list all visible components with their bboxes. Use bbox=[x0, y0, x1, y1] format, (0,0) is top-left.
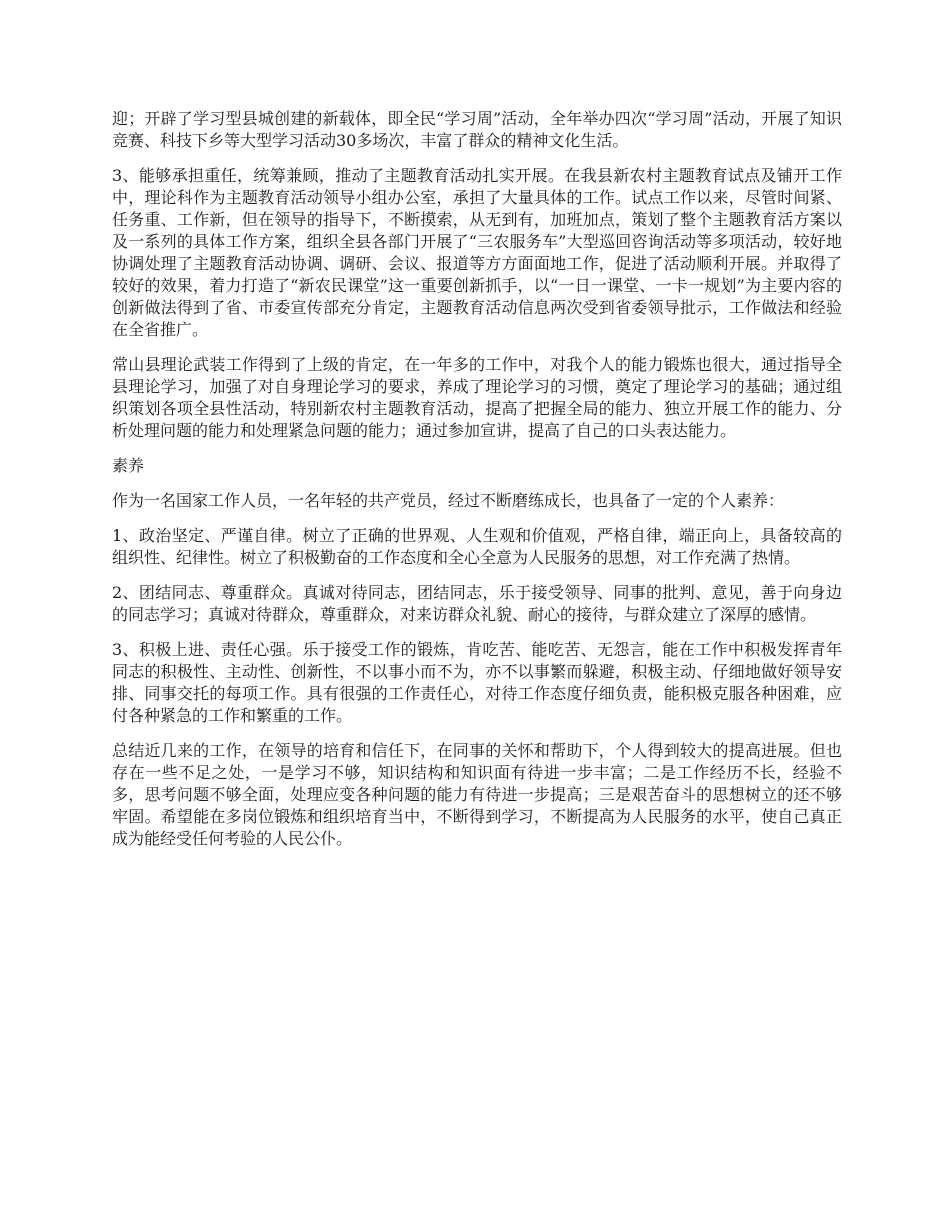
paragraph-political: 1、政治坚定、严谨自律。树立了正确的世界观、人生观和价值观，严格自律，端正向上，具备较高的组织性、纪律性。树立了积极勤奋的工作态度和全心全意为人民服务的思想，对工作充满了热情。 bbox=[112, 526, 842, 567]
paragraph-qualities-intro: 作为一名国家工作人员，一名年轻的共产党员，经过不断磨练成长，也具备了一定的个人素养： bbox=[112, 491, 785, 510]
document-body bbox=[112, 108, 842, 863]
section-heading: 素养 bbox=[112, 456, 145, 475]
paragraph-responsibility: 3、积极上进、责任心强。乐于接受工作的锻炼，肯吃苦、能吃苦、无怨言，能在工作中积极发挥青年同志的积极性、主动性、创新性，不以事小而不为，亦不以事繁而躲避，积极主动、仔细地做好领导安排、同事交托的每项工作。具有很强的工作责任心，对待工作态度仔细负责，能积极克服各种困难，应付各种紧急的工作和繁重的工作。 bbox=[112, 640, 842, 725]
paragraph-learning-week: 迎；开辟了学习型县城创建的新载体，即全民“学习周”活动，全年举办四次“学习周”活动，开展了知识竞赛、科技下乡等大型学习活动30多场次，丰富了群众的精神文化生活。 bbox=[112, 109, 842, 150]
paragraph-unity: 2、团结同志、尊重群众。真诚对待同志，团结同志，乐于接受领导、同事的批判、意见，善于向身边的同志学习；真诚对待群众，尊重群众，对来访群众礼貌、耐心的接待，与群众建立了深厚的感情。 bbox=[112, 583, 842, 624]
paragraph-ability-growth: 常山县理论武装工作得到了上级的肯定，在一年多的工作中，对我个人的能力锻炼也很大，通过指导全县理论学习，加强了对自身理论学习的要求，养成了理论学习的习惯，奠定了理论学习的基础；通过组织策划各项全县性活动，特别新农村主题教育活动，提高了把握全局的能力、独立开展工作的能力、分析处理问题的能力和处理紧急问题的能力；通过参加宣讲，提高了自己的口头表达能力。 bbox=[112, 355, 842, 440]
paragraph-summary: 总结近几来的工作，在领导的培育和信任下，在同事的关怀和帮助下，个人得到较大的提高进展。但也存在一些不足之处，一是学习不够，知识结构和知识面有待进一步丰富；二是工作经历不长，经验不多，思考问题不够全面，处理应变各种问题的能力有待进一步提高；三是艰苦奋斗的思想树立的还不够牢固。希望能在多岗位锻炼和组织培育当中，不断得到学习，不断提高为人民服务的水平，使自己真正成为能经受任何考验的人民公仆。 bbox=[112, 741, 842, 848]
paragraph-theme-education: 3、能够承担重任，统筹兼顾，推动了主题教育活动扎实开展。在我县新农村主题教育试点及铺开工作中，理论科作为主题教育活动领导小组办公室，承担了大量具体的工作。试点工作以来，尽管时间紧、任务重、工作新，但在领导的指导下，不断摸索，从无到有，加班加点，策划了整个主题教育活方案以及一系列的具体工作方案，组织全县各部门开展了“三农服务车”大型巡回咨询活动等多项活动，较好地协调处理了主题教育活动协调、调研、会议、报道等方方面面地工作，促进了活动顺利开展。并取得了较好的效果，着力打造了“新农民课堂”这一重要创新抓手，以“一日一课堂、一卡一规划”为主要内容的创新做法得到了省、市委宣传部充分肯定，主题教育活动信息两次受到省委领导批示，工作做法和经验在全省推广。 bbox=[112, 166, 842, 339]
